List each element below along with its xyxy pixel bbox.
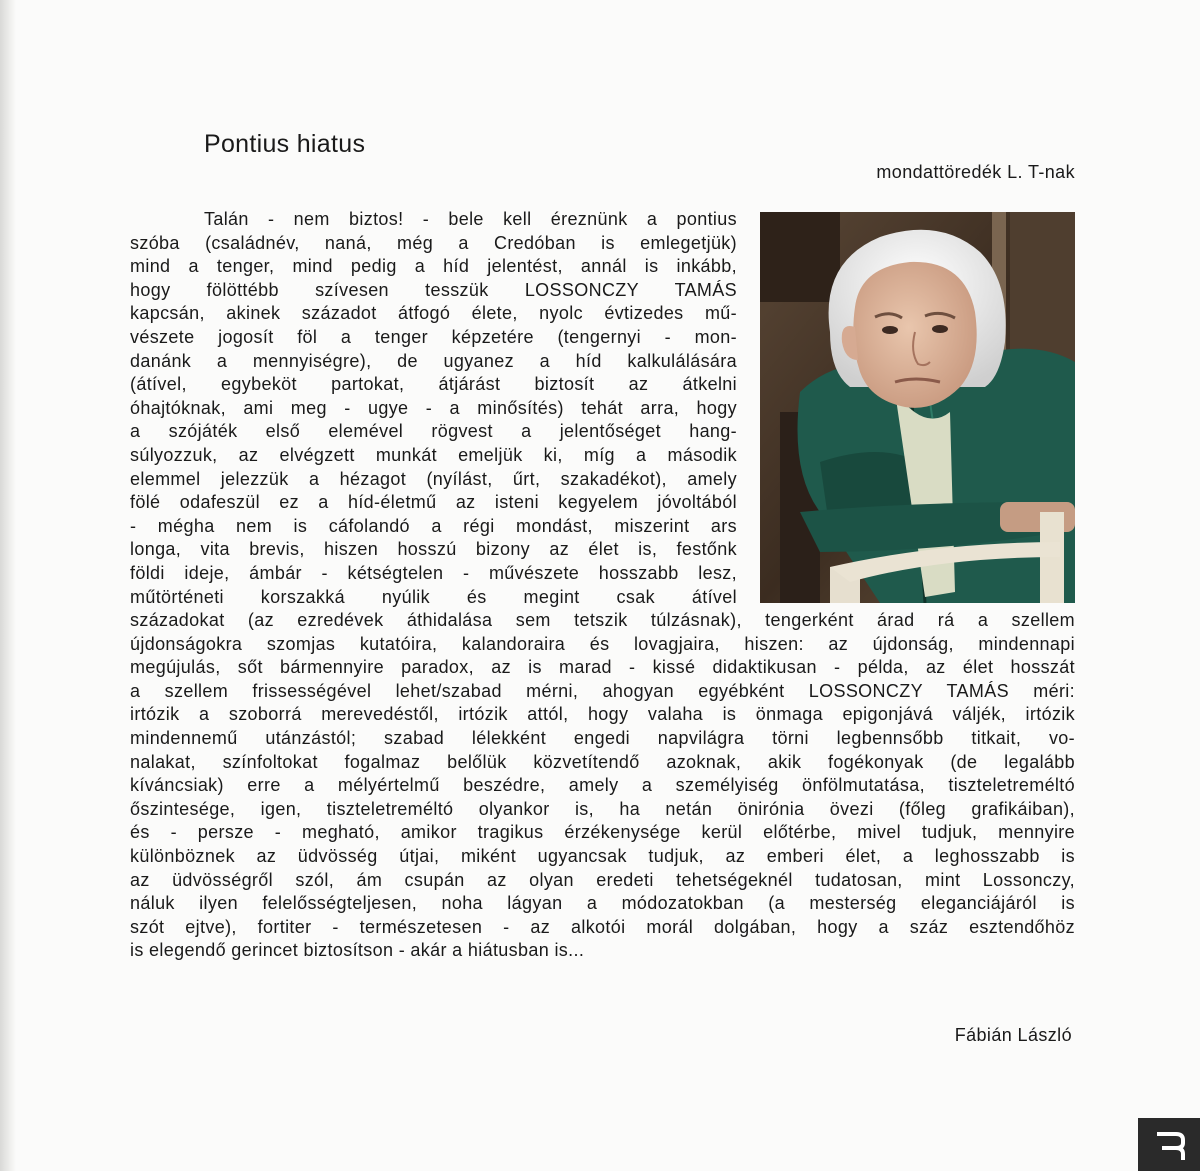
- body-line: fölé odafeszül ez a híd-életmű az isteni kegyelem jóvoltából: [130, 492, 737, 513]
- body-line: mind a tenger, mind pedig a híd jelentést, annál is inkább,: [130, 256, 737, 277]
- body-line: óhajtóknak, ami meg - ugye - a minősítés) tehát arra, hogy: [130, 397, 737, 418]
- body-line: megújulás, sőt bármennyire paradox, az is marad - kissé didaktikusan - példa, az élet hosszát: [130, 657, 1075, 678]
- body-line: náluk ilyen felelősségteljesen, noha lágyan a módozatokban (a mesterség eleganciájáról is: [130, 893, 1075, 914]
- body-line: a szójáték első elemével rögvest a jelentőséget hang-: [130, 421, 737, 442]
- body-line: - mégha nem is cáfolandó a régi mondást, miszerint ars: [130, 515, 737, 536]
- body-line: súlyozzuk, az elvégzett munkát emeljük ki, míg a második: [130, 444, 737, 465]
- body-line: századokat (az ezredévek áthidalása sem tetszik túlzásnak), tengerként árad rá a szellem: [130, 610, 1075, 631]
- body-line: vészete jogosít föl a tenger képzetére (tengernyi - mon-: [130, 326, 737, 347]
- body-line: földi ideje, ámbár - kétségtelen - művészete hosszabb lesz,: [130, 562, 737, 583]
- body-line: kapcsán, akinek századot átfogó élete, nyolc évtizedes mű-: [130, 303, 737, 324]
- author-signature: Fábián László: [954, 1025, 1072, 1045]
- body-line: Talán - nem biztos! - bele kell éreznünk a pontius: [204, 209, 737, 229]
- page-title: Pontius hiatus: [204, 130, 366, 158]
- body-line: az üdvösségről szól, ám csupán az olyan eredeti tehetségeknél tudatosan, mint Lossonczy,: [130, 869, 1075, 890]
- body-line: nalakat, színfoltokat fogalmaz belőlük közvetítendő azoknak, akik fogékonyak (de legalább: [130, 751, 1075, 772]
- body-line: (átível, egybeköt partokat, átjárást biztosít az átkelni: [130, 374, 737, 395]
- body-line: a szellem frissességével lehet/szabad mérni, ahogyan egyébként LOSSONCZY TAMÁS méri:: [130, 680, 1075, 701]
- body-line: irtózik a szoborrá merevedéstől, irtózik attól, hogy valaha is önmaga epigonjává váljék, irtózik: [130, 704, 1075, 725]
- body-line: és - persze - megható, amikor tragikus érzékenysége kerül előtérbe, mivel tudjuk, mennyire: [130, 822, 1075, 843]
- body-line: hogy fölöttébb szívesen tesszük LOSSONCZY TAMÁS: [130, 279, 737, 300]
- article-body: [130, 208, 1075, 963]
- body-line: is elegendő gerincet biztosítson - akár a hiátusban is...: [130, 940, 585, 961]
- book-spine-shadow: [0, 0, 16, 1171]
- body-line: különböznek az üdvösség útjai, miként ugyancsak tudjuk, az emberi élet, a leghosszabb is: [130, 846, 1075, 867]
- body-line: longa, vita brevis, hiszen hosszú bizony az élet is, festőnk: [130, 539, 737, 560]
- body-line: szót ejtve), fortiter - természetesen - az alkotói morál dolgában, hogy a száz esztendőhöz: [130, 916, 1075, 937]
- dedication: mondattöredék L. T-nak: [876, 162, 1075, 182]
- body-line: újdonságokra szomjas kutatóira, kalandoraira és lovagjaira, hiszen: az újdonság, mindennapi: [130, 633, 1075, 654]
- body-line: mindennemű utánzástól; szabad lélekként engedi napvilágra törni legbennsőbb titkait, vo-: [130, 728, 1075, 749]
- body-line: őszintesége, igen, tiszteletreméltó olyankor is, ha netán önirónia övezi (főleg grafikáiban),: [130, 798, 1075, 819]
- body-line: szóba (családnév, naná, még a Credóban is emlegetjük): [130, 232, 737, 253]
- body-line: műtörténeti korszakká nyúlik és megint csak átível: [130, 586, 737, 607]
- body-line: elemmel jelezzük a hézagot (nyílást, űrt, szakadékot), amely: [130, 468, 737, 489]
- body-line: danánk a mennyiségre), de ugyanez a híd kalkulálására: [130, 350, 737, 371]
- body-line: kíváncsiak) erre a mélyértelmű beszédre, amely a személyiség önfölmutatása, tiszteletreméltó: [130, 775, 1075, 796]
- page-tab-icon: [1154, 1130, 1186, 1164]
